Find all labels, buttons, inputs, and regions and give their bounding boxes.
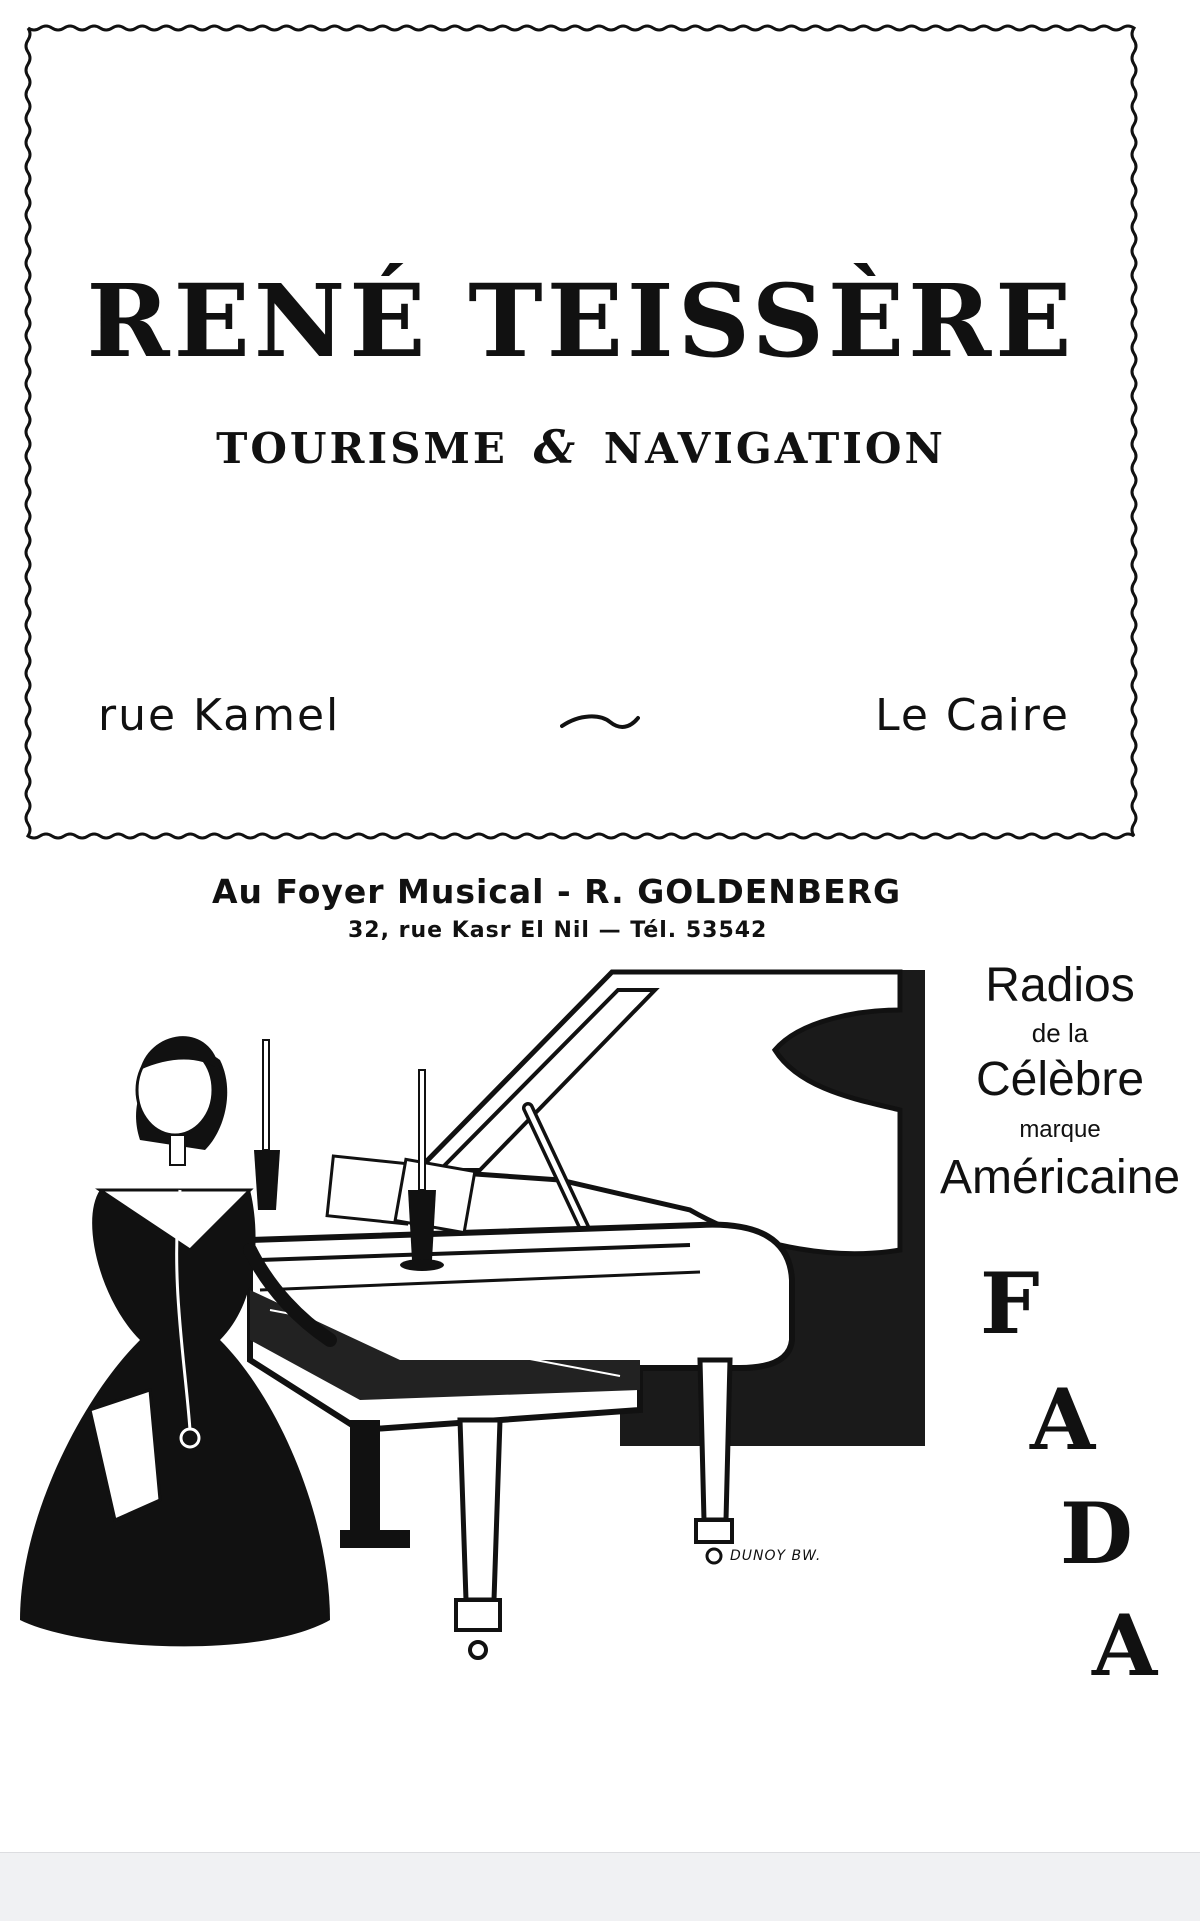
brand-letter-f: F bbox=[980, 1254, 1040, 1353]
subtitle-tourisme: TOURISME bbox=[216, 424, 508, 473]
pedal-lyre bbox=[350, 1420, 380, 1530]
piano-leg-front bbox=[460, 1420, 500, 1600]
piano-leg-back bbox=[700, 1360, 730, 1520]
company-subtitle bbox=[22, 420, 1140, 474]
company-name: RENÉ TEISSÈRE bbox=[86, 262, 1076, 380]
text-marque: marque bbox=[1019, 1116, 1101, 1143]
bottom-toolbar bbox=[0, 1852, 1200, 1921]
piano-illustration bbox=[0, 960, 940, 1720]
address-city: Le Caire bbox=[875, 690, 1070, 741]
shop-address: 32, rue Kasr El Nil — Tél. 53542 bbox=[348, 918, 768, 943]
text-de-la: de la bbox=[1031, 1018, 1089, 1048]
text-americaine: Américaine bbox=[940, 1151, 1181, 1204]
subtitle-navigation: NAVIGATION bbox=[603, 424, 946, 473]
brand-letter-a: A bbox=[1030, 1370, 1096, 1469]
brand-letter-a-2: A bbox=[1092, 1596, 1158, 1695]
address-street: rue Kamel bbox=[98, 690, 341, 741]
text-radios: Radios bbox=[985, 959, 1135, 1012]
tilde-separator bbox=[560, 710, 640, 734]
artist-signature: DUNOY BW. bbox=[730, 1548, 822, 1564]
subtitle-ampersand: & bbox=[533, 420, 579, 474]
brand-letter-d: D bbox=[1060, 1484, 1133, 1583]
piano-lid bbox=[418, 972, 900, 1254]
candle-right bbox=[419, 1070, 425, 1190]
shop-name: Au Foyer Musical - R. GOLDENBERG bbox=[212, 872, 902, 911]
candle-left bbox=[263, 1040, 269, 1150]
ad-rene-teissere bbox=[22, 22, 1140, 842]
text-celebre: Célèbre bbox=[975, 1053, 1145, 1106]
